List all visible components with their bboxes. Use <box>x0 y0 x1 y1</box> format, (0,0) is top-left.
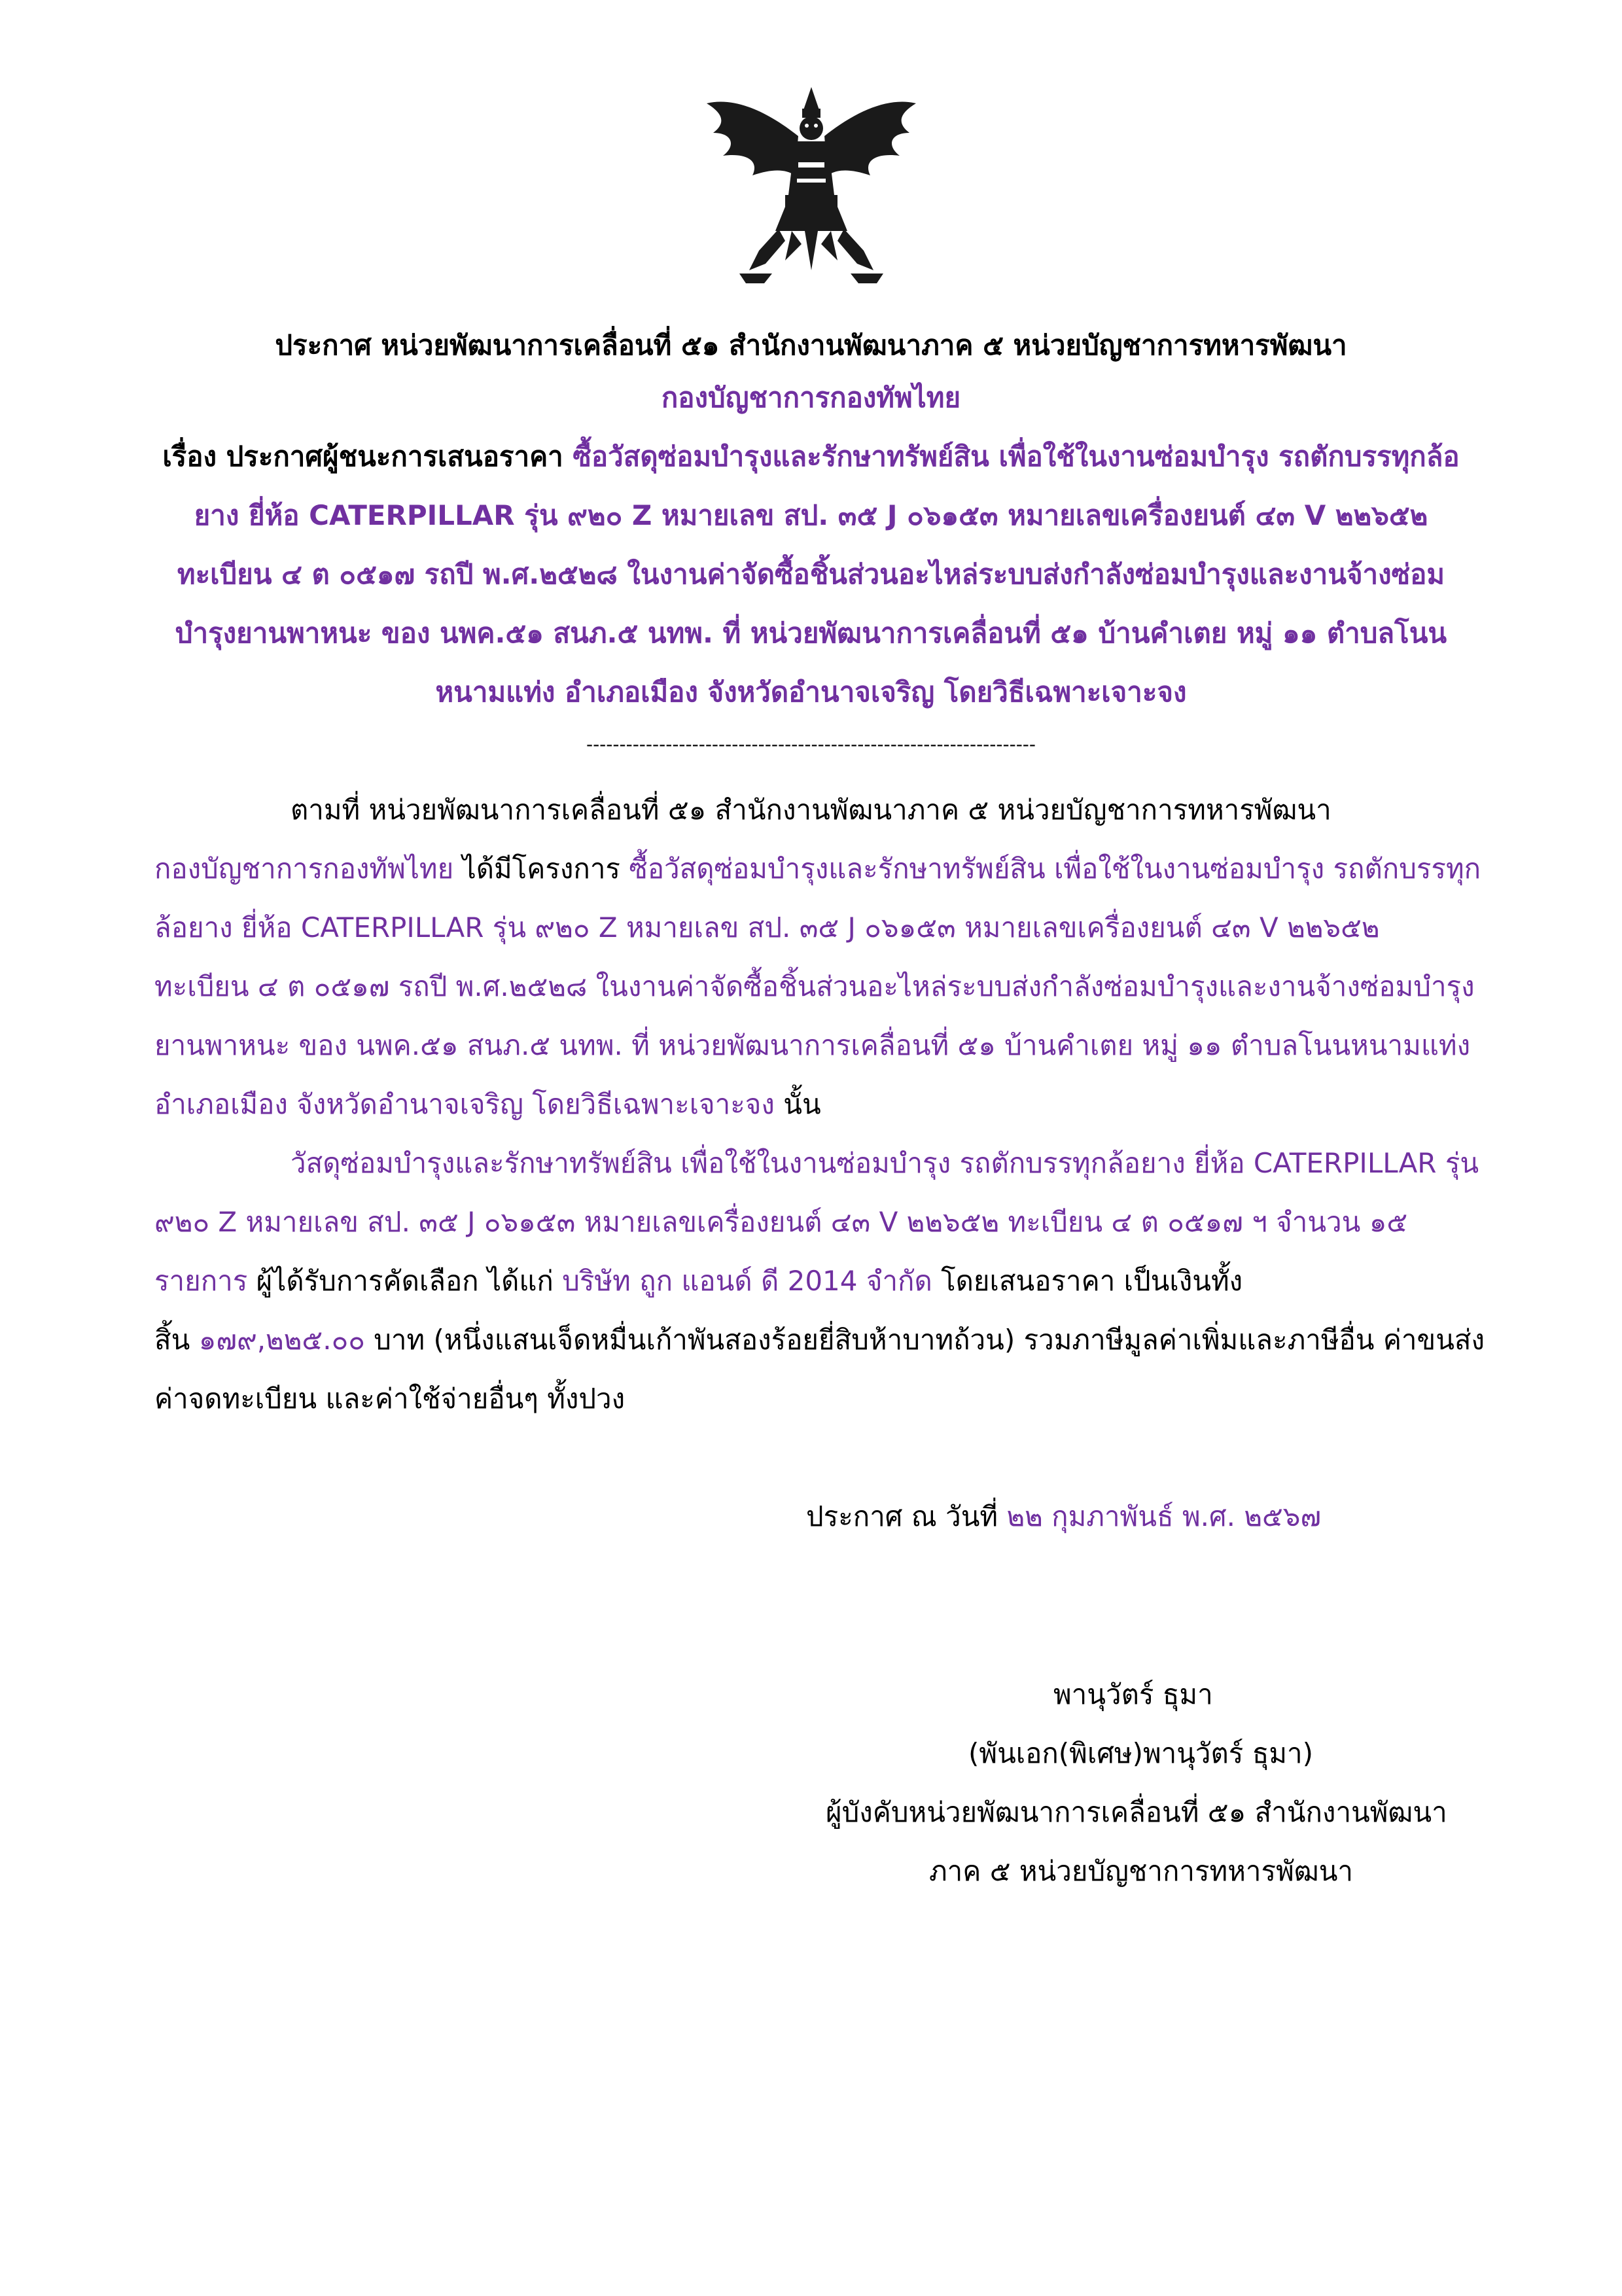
paragraph-1-line-2 <box>154 849 1481 889</box>
announcement-heading: ประกาศ หน่วยพัฒนาการเคลื่อนที่ ๕๑ สำนักงานพัฒนาภาค ๕ หน่วยบัญชาการทหารพัฒนา <box>275 329 1347 361</box>
subject-line-3: ทะเบียน ๔ ต ๐๕๑๗ รถปี พ.ศ.๒๕๒๘ ในงานค่าจัดซื้อชิ้นส่วนอะไหล่ระบบส่งกำลังซ่อมบำรุงและงานจ้างซ่อม <box>177 558 1445 590</box>
paragraph-2-line-2: ๙๒๐ Z หมายเลข สป. ๓๕ J ๐๖๑๕๓ หมายเลขเครื่องยนต์ ๔๓ V ๒๒๖๕๒ ทะเบียน ๔ ต ๐๕๑๗ ฯ จำนวน ๑๕ <box>154 1206 1408 1238</box>
subject-line-1 <box>0 437 1622 476</box>
signatory-full-name: (พันเอก(พิเศษ)พานุวัตร์ ธุมา) <box>968 1737 1313 1769</box>
subject-title: ซื้อวัสดุซ่อมบำรุงและรักษาทรัพย์สิน เพื่อใช้ในงานซ่อมบำรุง รถตักบรรทุกล้อ <box>573 440 1460 472</box>
paragraph-1-line-1: ตามที่ หน่วยพัฒนาการเคลื่อนที่ ๕๑ สำนักงานพัฒนาภาค ๕ หน่วยบัญชาการทหารพัฒนา <box>291 794 1331 826</box>
paragraph-1-line-5: ยานพาหนะ ของ นพค.๕๑ สนภ.๕ นทพ. ที่ หน่วยพัฒนาการเคลื่อนที่ ๕๑ บ้านคำเตย หมู่ ๑๑ ตำบลโนนหนามแท่ง <box>154 1029 1471 1061</box>
paragraph-1-line-6 <box>154 1085 821 1124</box>
divider-line: -------------------------------------------------------------------- <box>586 733 1036 755</box>
paragraph-2-line-1: วัสดุซ่อมบำรุงและรักษาทรัพย์สิน เพื่อใช้ในงานซ่อมบำรุง รถตักบรรทุกล้อยาง ยี่ห้อ CATERPILLAR รุ่น <box>291 1147 1479 1179</box>
paragraph-end: นั้น <box>774 1088 821 1120</box>
paragraph-2-line-5: ค่าจดทะเบียน และค่าใช้จ่ายอื่นๆ ทั้งปวง <box>154 1383 626 1415</box>
signatory-position-2: ภาค ๕ หน่วยบัญชาการทหารพัฒนา <box>929 1855 1353 1887</box>
garuda-emblem-icon <box>687 84 936 287</box>
date-label: ประกาศ ณ วันที่ <box>806 1500 1007 1532</box>
price-intro: โดยเสนอราคา เป็นเงินทั้ง <box>932 1265 1243 1297</box>
item-unit: รายการ <box>154 1265 248 1297</box>
project-intro: ได้มีโครงการ <box>453 853 629 885</box>
paragraph-1-line-3: ล้อยาง ยี่ห้อ CATERPILLAR รุ่น ๙๒๐ Z หมายเลข สป. ๓๕ J ๐๖๑๕๓ หมายเลขเครื่องยนต์ ๔๓ V ๒๒๖๕๒ <box>154 911 1380 944</box>
amount-in-words: บาท (หนึ่งแสนเจ็ดหมื่นเก้าพันสองร้อยยี่สิบห้าบาทถ้วน) รวมภาษีมูลค่าเพิ่มและภาษีอื่น ค่าขนส่ง <box>364 1324 1485 1356</box>
organization-name: กองบัญชาการกองทัพไทย <box>661 381 961 414</box>
paragraph-1-line-4: ทะเบียน ๔ ต ๐๕๑๗ รถปี พ.ศ.๒๕๒๘ ในงานค่าจัดซื้อชิ้นส่วนอะไหล่ระบบส่งกำลังซ่อมบำรุงและงานจ้างซ่อมบำรุง <box>154 970 1475 1002</box>
date-value: ๒๒ กุมภาพันธ์ พ.ศ. ๒๕๖๗ <box>1006 1500 1322 1532</box>
total-prefix: สิ้น <box>154 1324 199 1356</box>
signatory-position-1: ผู้บังคับหน่วยพัฒนาการเคลื่อนที่ ๕๑ สำนักงานพัฒนา <box>826 1796 1447 1828</box>
subject-line-4: บำรุงยานพาหนะ ของ นพค.๕๑ สนภ.๕ นทพ. ที่ หน่วยพัฒนาการเคลื่อนที่ ๕๑ บ้านคำเตย หมู่ ๑๑ ตำบลโนน <box>175 617 1447 649</box>
total-amount: ๑๗๙,๒๒๕.๐๐ <box>198 1324 365 1356</box>
project-title: ซื้อวัสดุซ่อมบำรุงและรักษาทรัพย์สิน เพื่อใช้ในงานซ่อมบำรุง รถตักบรรทุก <box>629 853 1481 885</box>
announcement-date <box>806 1497 1321 1536</box>
subject-line-2: ยาง ยี่ห้อ CATERPILLAR รุ่น ๙๒๐ Z หมายเลข สป. ๓๕ J ๐๖๑๕๓ หมายเลขเครื่องยนต์ ๔๓ V ๒๒๖๕๒ <box>194 499 1428 531</box>
organization-name-inline: กองบัญชาการกองทัพไทย <box>154 853 454 885</box>
signature-name: พานุวัตร์ ธุมา <box>1053 1678 1213 1710</box>
winner-company: บริษัท ถูก แอนด์ ดี 2014 จำกัด <box>562 1265 932 1297</box>
selected-label: ผู้ได้รับการคัดเลือก ได้แก่ <box>247 1265 563 1297</box>
location-text: อำเภอเมือง จังหวัดอำนาจเจริญ โดยวิธีเฉพาะเจาะจง <box>154 1088 775 1120</box>
subject-prefix: เรื่อง ประกาศผู้ชนะการเสนอราคา <box>162 440 573 472</box>
paragraph-2-line-3 <box>154 1262 1243 1301</box>
paragraph-2-line-4 <box>154 1320 1485 1360</box>
subject-line-5: หนามแท่ง อำเภอเมือง จังหวัดอำนาจเจริญ โดยวิธีเฉพาะเจาะจง <box>435 676 1187 708</box>
